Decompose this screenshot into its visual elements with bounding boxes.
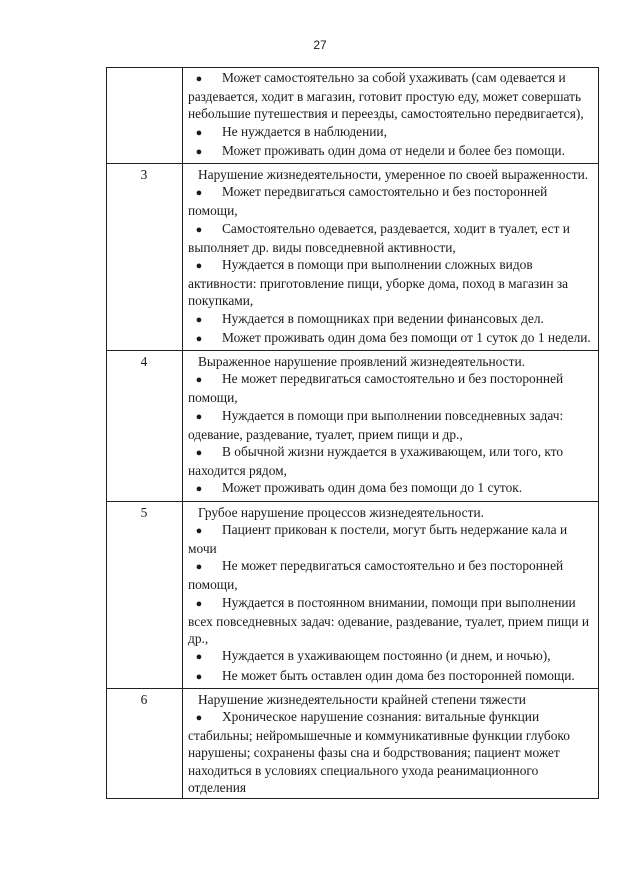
description-cell bbox=[183, 501, 599, 688]
list-item bbox=[188, 329, 592, 348]
list-item bbox=[188, 479, 592, 498]
list-item-text: Пациент прикован к постели, могут быть недержание кала и мочи bbox=[188, 521, 568, 557]
level-title: Нарушение жизнедеятельности крайней степени тяжести bbox=[198, 691, 526, 707]
list-item bbox=[188, 557, 592, 593]
list-item-text: Нуждается в помощниках при ведении финансовых дел. bbox=[222, 310, 544, 326]
rehabilitation-scale-table bbox=[106, 67, 599, 799]
list-item bbox=[188, 521, 592, 557]
description-cell bbox=[183, 164, 599, 351]
table-body bbox=[107, 68, 599, 799]
level-title: Грубое нарушение процессов жизнедеятельности. bbox=[198, 504, 484, 520]
description-cell bbox=[183, 68, 599, 164]
list-item bbox=[188, 594, 592, 648]
list-item-text: Может проживать один дома от недели и более без помощи. bbox=[222, 142, 565, 158]
table-row bbox=[107, 351, 599, 502]
list-item bbox=[188, 708, 592, 796]
list-item bbox=[188, 256, 592, 310]
list-item-text: Хроническое нарушение сознания: витальные функции стабильны; нейромышечные и коммуникативные функции глубоко нарушены; сохранены фазы сна и бодрствования; пациент может находиться в условиях специального ухода реанимационного отделения bbox=[188, 708, 570, 795]
table-row bbox=[107, 688, 599, 798]
level-number-cell: 5 bbox=[107, 501, 183, 688]
bullet-icon: ● bbox=[195, 447, 203, 460]
list-item-text: Нуждается в помощи при выполнении повседневных задач: одевание, раздевание, туалет, прием пищи и др., bbox=[188, 407, 564, 442]
level-number-cell: 4 bbox=[107, 351, 183, 502]
list-item-text: Может проживать один дома без помощи от 1 суток до 1 недели. bbox=[222, 329, 591, 345]
list-item-text: Не может передвигаться самостоятельно и без посторонней помощи, bbox=[188, 558, 564, 593]
list-item bbox=[188, 443, 592, 479]
list-item bbox=[188, 142, 592, 161]
list-item-text: Не может передвигаться самостоятельно и без посторонней помощи, bbox=[188, 371, 564, 406]
bullet-icon: ● bbox=[195, 711, 203, 724]
list-item bbox=[188, 123, 592, 142]
list-item-text: Самостоятельно одевается, раздевается, ходит в туалет, ест и выполняет др. виды повседневной активности, bbox=[188, 220, 570, 255]
bullet-icon: ● bbox=[195, 374, 203, 387]
bullet-icon: ● bbox=[195, 126, 203, 139]
list-item bbox=[188, 69, 592, 123]
list-item-text: Нуждается в ухаживающем постоянно (и днем, и ночью), bbox=[222, 648, 551, 664]
bullet-icon: ● bbox=[195, 73, 203, 85]
level-title: Нарушение жизнедеятельности, умеренное по своей выраженности. bbox=[198, 167, 589, 183]
page-number: 27 bbox=[313, 38, 327, 52]
bullet-icon: ● bbox=[195, 223, 203, 236]
list-item-text: Не может быть оставлен один дома без посторонней помощи. bbox=[222, 667, 575, 683]
bullet-icon: ● bbox=[195, 670, 203, 683]
list-item-text: В обычной жизни нуждается в ухаживающем, или того, кто находится рядом, bbox=[188, 444, 564, 479]
description-cell bbox=[183, 351, 599, 502]
level-number-cell bbox=[107, 68, 183, 164]
list-item bbox=[188, 183, 592, 219]
list-item bbox=[188, 310, 592, 329]
list-item-text: Нуждается в постоянном внимании, помощи при выполнении всех повседневных задач: одевание, раздевание, туалет, прием пищи и др., bbox=[188, 594, 590, 647]
list-item-text: Не нуждается в наблюдении, bbox=[222, 123, 387, 139]
list-item-text: Может проживать один дома без помощи до 1 суток. bbox=[222, 480, 523, 496]
bullet-icon: ● bbox=[195, 313, 203, 326]
bullet-icon: ● bbox=[195, 410, 203, 423]
level-number-cell: 3 bbox=[107, 164, 183, 351]
bullet-icon: ● bbox=[195, 332, 203, 345]
bullet-icon: ● bbox=[195, 561, 203, 574]
bullet-icon: ● bbox=[195, 187, 203, 200]
list-item-text: Может самостоятельно за собой ухаживать (сам одевается и раздевается, ходит в магазин, готовит простую еду, может совершать небольшие путешествия и переезды, самостоятельно передвигается), bbox=[188, 70, 584, 122]
bullet-icon: ● bbox=[195, 651, 203, 664]
bullet-icon: ● bbox=[195, 597, 203, 610]
bullet-icon: ● bbox=[195, 145, 203, 158]
bullet-icon: ● bbox=[195, 524, 203, 537]
list-item-text: Нуждается в помощи при выполнении сложных видов активности: приготовление пищи, уборке дома, поход в магазин за покупками, bbox=[188, 257, 569, 309]
list-item bbox=[188, 407, 592, 443]
bullet-icon: ● bbox=[195, 260, 203, 273]
list-item-text: Может передвигаться самостоятельно и без посторонней помощи, bbox=[188, 184, 548, 219]
level-title: Выраженное нарушение проявлений жизнедеятельности. bbox=[198, 354, 525, 370]
list-item bbox=[188, 370, 592, 406]
table-row bbox=[107, 68, 599, 164]
bullet-icon: ● bbox=[195, 483, 203, 496]
list-item bbox=[188, 647, 592, 666]
table-row bbox=[107, 164, 599, 351]
description-cell bbox=[183, 688, 599, 798]
level-number-cell: 6 bbox=[107, 688, 183, 798]
table-row bbox=[107, 501, 599, 688]
list-item bbox=[188, 220, 592, 256]
list-item bbox=[188, 667, 592, 686]
